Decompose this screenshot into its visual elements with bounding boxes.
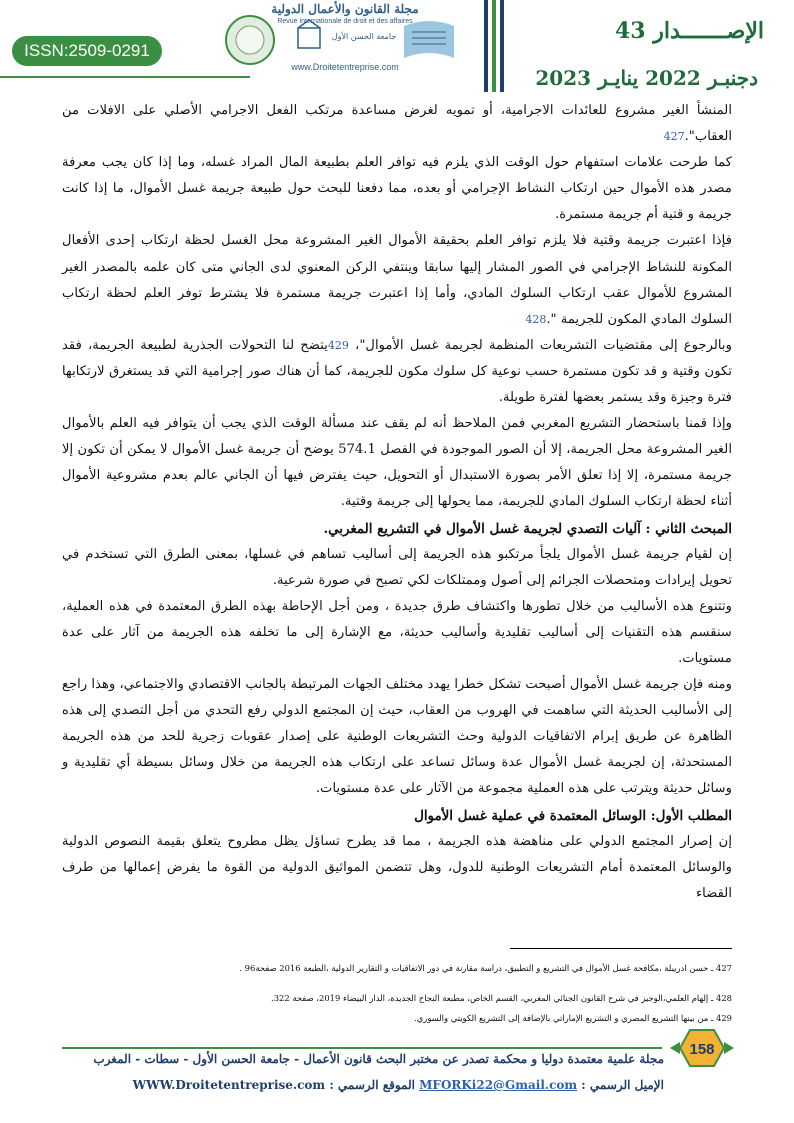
- footer-journal-line: مجلة علمية معتمدة دوليا و محكمة تصدر عن مختبر البحث قانون الأعمال - جامعة الحسن الأول - سطات - المغرب: [93, 1052, 664, 1066]
- paragraph: فإذا اعتبرت جريمة وقتية فلا يلزم توافر العلم بحقيقة الأموال الغير المشروعة محل الغسل لحظة ارتكاب إحدى الأفعال المكونة للنشاط الإجرامي في الصور المشار إليها سابقا وينتفي الركن المعنوي لدى الجاني متى كان علمه بالمصدر الغير المشروع للأموال عقب ارتكاب السلوك المادي، وأما إذا اعتبرت جريمة مستمرة فلا يشترط توفر العلم لحظة ارتكاب السلوك المادي المكون للجريمة ".428: [62, 233, 732, 327]
- issn-badge: ISSN:2509-0291: [12, 36, 162, 66]
- logo-website: www.Droitetentreprise.com: [291, 62, 399, 72]
- section-heading: المبحث الثاني : آليات التصدي لجريمة غسل الأموال في التشريع المغربي.: [323, 520, 732, 537]
- issue-number: الإصـــــــدار 43: [614, 18, 764, 44]
- footnote-427: 427 ـ حسن ادريبلة ،مكافحة غسل الأموال في التشريع و التطبيق، دراسة مقارنة في دور الاتفاقيات و التقارير الدولية ،الطبعة 2016 صفحة96 .: [239, 963, 732, 973]
- site-link[interactable]: WWW.Droitetentreprise.com: [132, 1078, 326, 1092]
- footnote-ref[interactable]: 427: [663, 130, 685, 144]
- paragraph: إن لقيام جريمة غسل الأموال يلجأ مرتكبو هذه الجريمة إلى أساليب تساهم في غسلها، بمعنى الطرق التي تستخدم في تحويل إيرادات ومتحصلات الجرائم إلى أصول وممتلكات لكي تصبح في صورة شرعية.: [62, 546, 732, 588]
- email-label: الإميل الرسمي :: [581, 1078, 664, 1092]
- site-label: الموقع الرسمي :: [329, 1078, 415, 1092]
- logo-university: جامعة الحسن الأول: [331, 32, 397, 41]
- footnote-divider: [510, 948, 732, 949]
- footnote-428: 428 ـ إلهام العلمي،الوجيز في شرح القانون الجنائي المغربي، القسم الخاص، مطبعة النجاح الجديدة، الدار البيضاء 2019، صفحة 322.: [271, 993, 732, 1003]
- footer-divider: [62, 1047, 662, 1049]
- paragraph: ومنه فإن جريمة غسل الأموال أصبحت تشكل خطرا يهدد مختلف الجهات المرتبطة بالجانب الاقتصادي والاجتماعي، وهذا راجع إلى الأساليب الحديثة التي ساهمت في الهروب من العقاب، حيث إن المجتمع الدولي رفع التحدي من أجل التصدي إلى هذه الظاهرة عن طريق إبرام الاتفاقيات الدولية وحث التشريعات الوطنية على إصدار عقوبات زجرية للحد من هذه الجريمة المستحدثة، إن لجريمة غسل الأموال عدة وسائل تساعد على ارتكاب هذه الجريمة من خلال وسائل بسيطة أي تقليدية و وسائل حديثة ويترتب على هذه العملية مجموعة من الآثار على عدة مستويات.: [62, 677, 732, 797]
- paragraph: كما طرحت علامات استفهام حول الوقت الذي يلزم فيه توافر العلم بطبيعة المال المراد غسله، وما إذا كان يجب معرفة مصدر هذه الأموال حين ارتكاب النشاط الإجرامي أو بعده، مما دفعنا للبحث حول طبيعة جريمة غسل الأموال، ما إذا كانت جريمة و قتية أم جريمة مستمرة.: [62, 155, 732, 223]
- issue-date: دجنبـر 2022 ينايـر 2023: [535, 66, 758, 90]
- footer-contact-line: [62, 1078, 664, 1092]
- footnote-429: 429 ـ من بينها التشريع المصري و التشريع الإماراتي بالإضافة إلى التشريع الكويتي والسوري.: [414, 1013, 732, 1023]
- logo-subtitle: Revue internationale de droit et des affaires: [277, 18, 413, 25]
- page-number: 158: [689, 1041, 715, 1058]
- article-body: [62, 98, 732, 907]
- journal-logo: [214, 0, 476, 88]
- paragraph: إن إصرار المجتمع الدولي على مناهضة هذه الجريمة ، مما قد يطرح تساؤل يظل مطروح يتعلق بقيمة النصوص الدولية والوسائل المعتمدة أمام التشريعات الوطنية للدول، وهل تتضمن المواثيق الدولية من القوة ما يفرض إعمالها من طرف القضاء: [62, 833, 732, 901]
- paragraph: وإذا قمنا باستحضار التشريع المغربي فمن الملاحظ أنه لم يقف عند مسألة الوقت الذي يجب أن يتوافر فيه العلم بالأموال الغير المشروعة محل الجريمة، إلا أن الصور الموجودة في الفصل 574.1 يوضح أن جريمة غسل الأموال لا يمكن أن تكون إلا جريمة مستمرة، إلا إذا تعلق الأمر بصورة الاستبدال أو التحويل، حيث يفترض فيها أن الجاني عالم بعدم مشروعية الأموال أثناء لحظة ارتكاب السلوك المادي للجريمة، مما يحولها إلى جريمة وقتية.: [62, 416, 732, 510]
- page-number-badge: [670, 1028, 734, 1068]
- footnote-ref[interactable]: 428: [525, 312, 547, 326]
- logo-title: مجلة القانون والأعمال الدولية: [271, 2, 419, 16]
- subsection-heading: المطلب الأول: الوسائل المعتمدة في عملية غسل الأموال: [414, 807, 732, 824]
- header-bars: [484, 0, 504, 92]
- email-link[interactable]: MFORKi22@Gmail.com: [419, 1078, 578, 1092]
- header-divider: [0, 76, 250, 78]
- paragraph: المنشأ الغير مشروع للعائدات الاجرامية، أو تمويه لغرض مساعدة مرتكب الفعل الاجرامي الأصلي على الافلات من العقاب".427: [62, 103, 732, 145]
- footnote-ref[interactable]: 429: [327, 338, 349, 352]
- paragraph: وبالرجوع إلى مقتضيات التشريعات المنظمة لجريمة غسل الأموال"، 429يتضح لنا التحولات الجذرية لطبيعة الجريمة، فقد تكون وقتية و قد تكون مستمرة حسب نوعية كل سلوك مكون للجريمة، كما أن هناك صور إجرامية التي قد يستغرق لارتكابها فترة وجيزة وقد يستمر بعضها لفترة طويلة.: [62, 337, 732, 406]
- paragraph: وتتنوع هذه الأساليب من خلال تطورها واكتشاف طرق جديدة ، ومن أجل الإحاطة بهذه الطرق المعتمدة في هذه العملية، سنقسم هذه التقنيات إلى أساليب تقليدية وأساليب حديثة، مع الإشارة إلى ما تخلفه هذه الجريمة من آثار على عدة مستويات.: [62, 598, 732, 666]
